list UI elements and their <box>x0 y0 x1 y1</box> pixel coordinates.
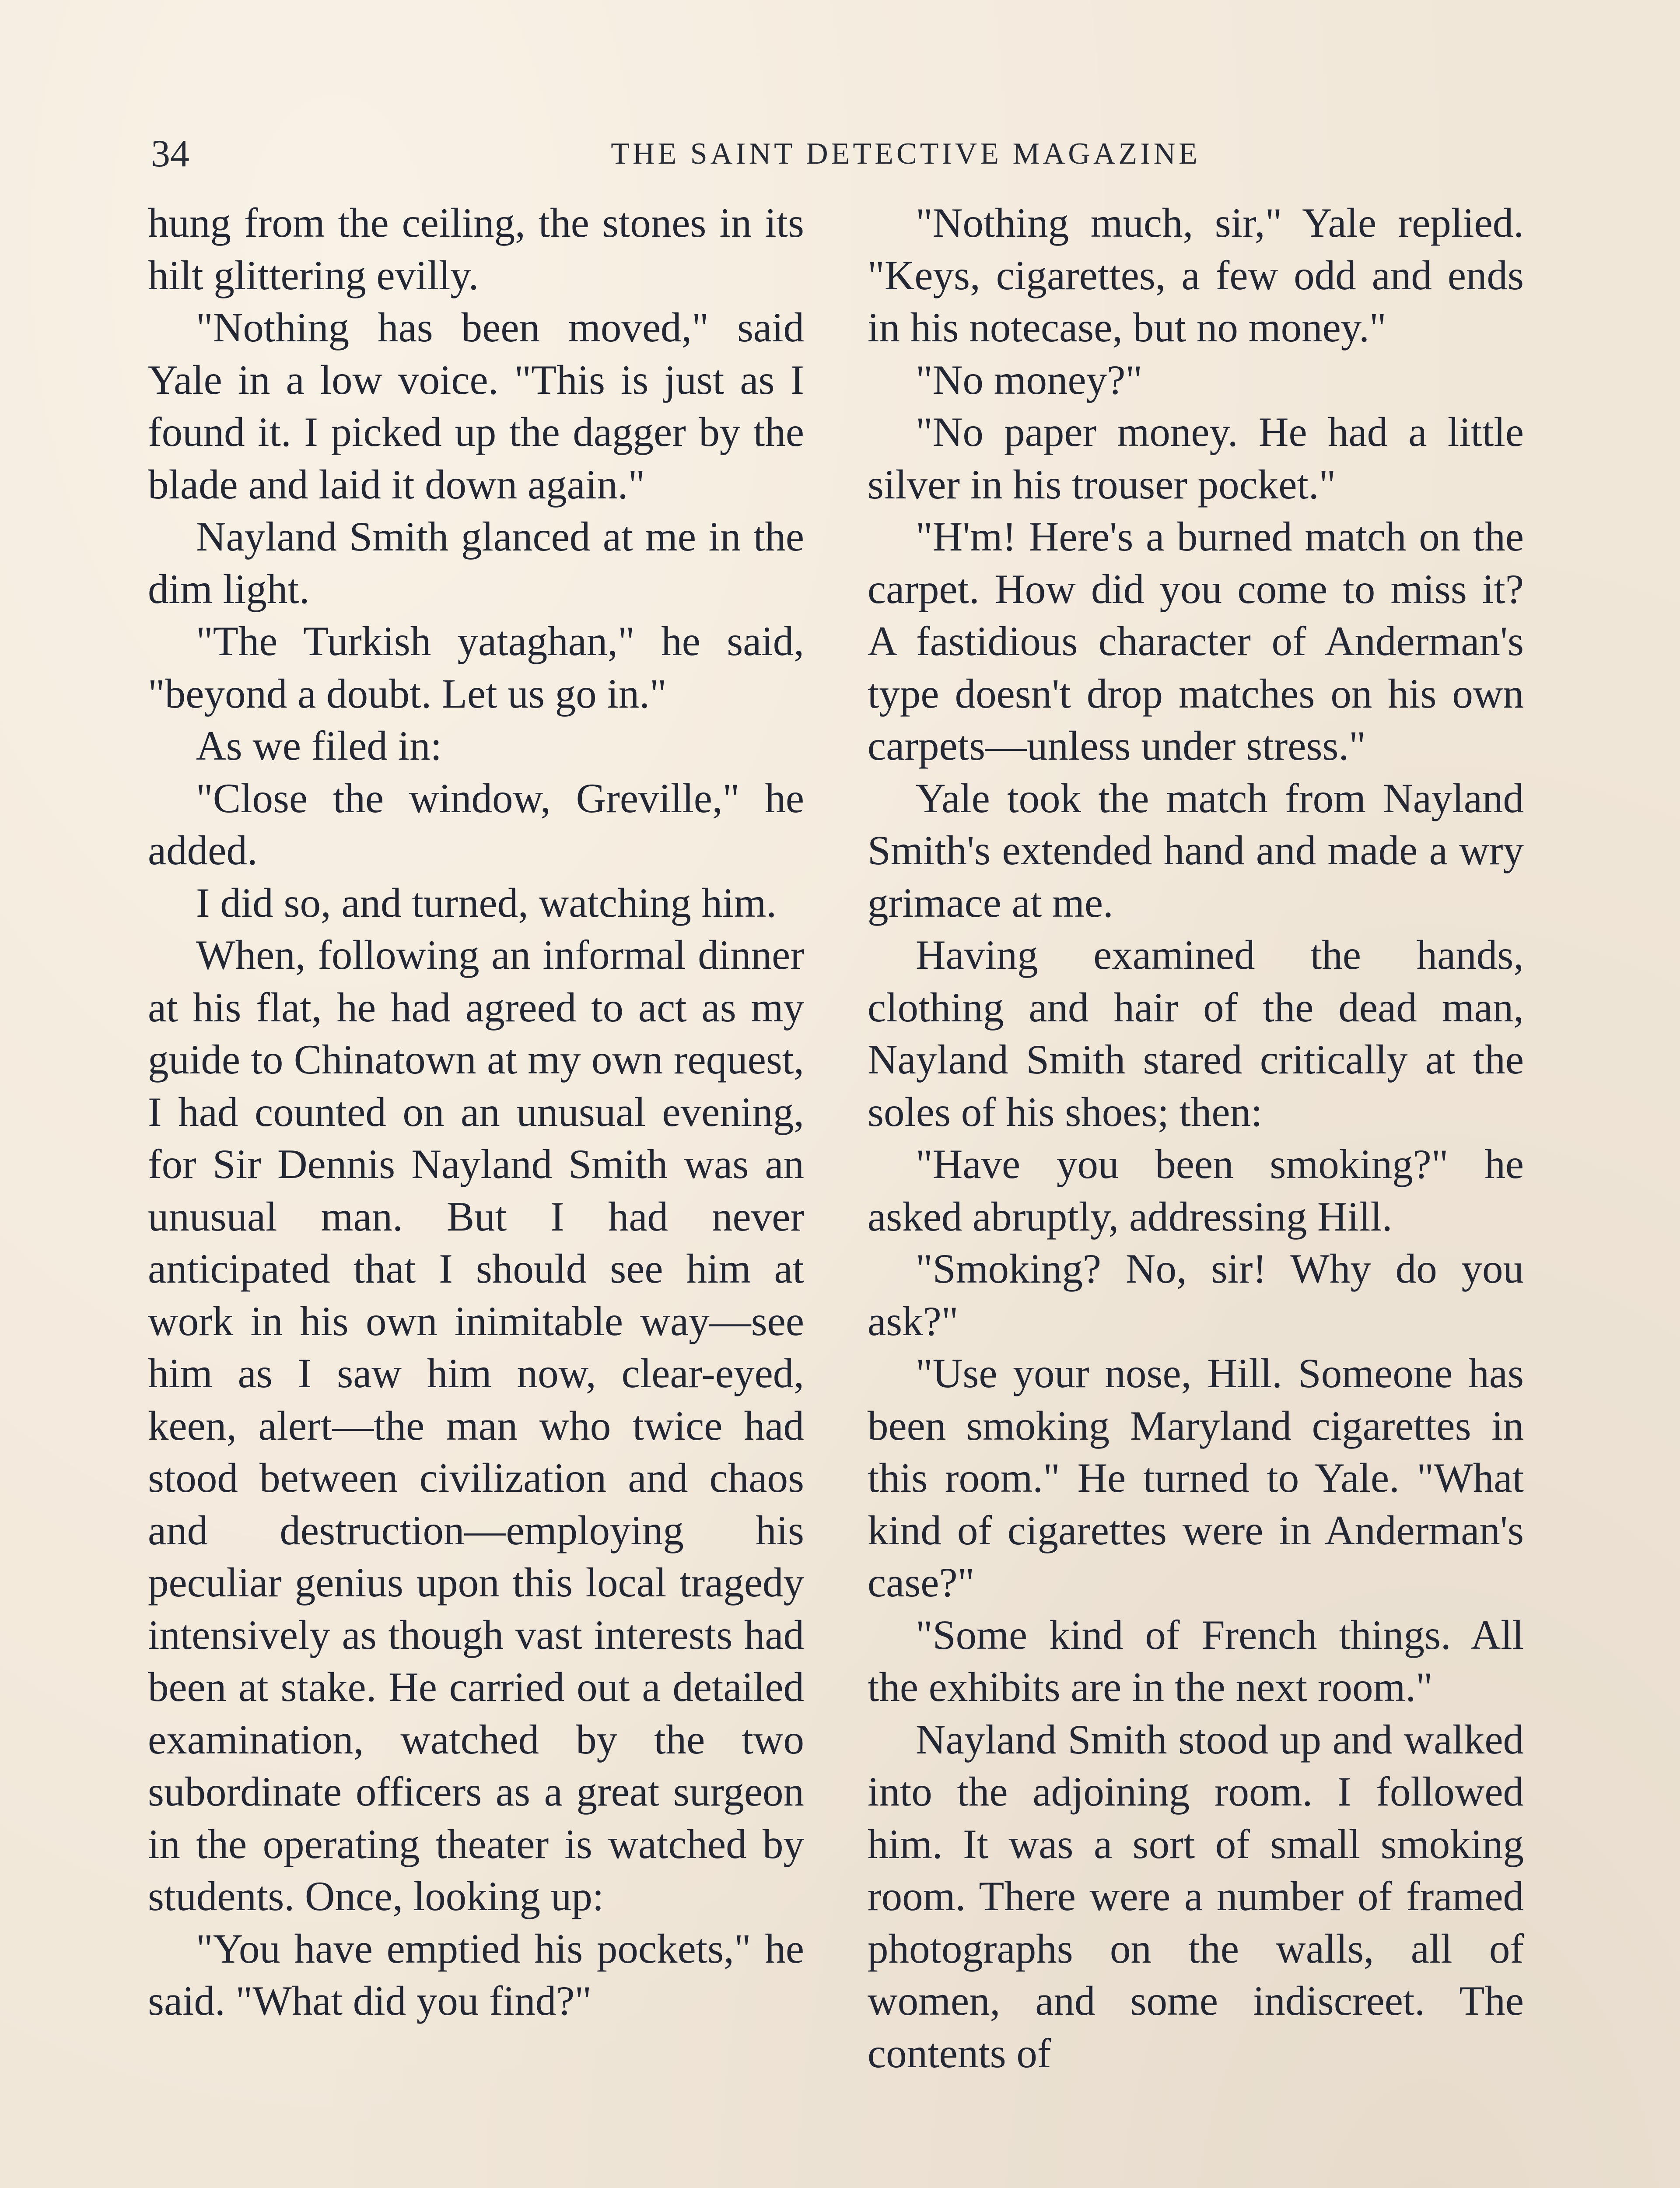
paragraph: Nayland Smith glanced at me in the dim light. <box>148 513 804 612</box>
text-columns <box>148 197 1530 2188</box>
paragraph: "No money?" <box>916 356 1143 403</box>
paragraph: hung from the ceiling, the stones in its hilt glittering evilly. <box>148 200 804 298</box>
page-header <box>151 128 1529 180</box>
paragraph: I did so, and turned, watching him. <box>196 879 777 926</box>
paragraph: "The Turkish yataghan," he said, "beyond a doubt. Let us go in." <box>148 618 804 717</box>
paragraph: "Smoking? No, sir! Why do you ask?" <box>868 1245 1524 1344</box>
running-head-title: THE SAINT DETECTIVE MAGAZINE <box>611 137 1200 171</box>
paragraph: When, following an informal dinner at his flat, he had agreed to act as my guide to Chinatown at my own request, I had counted on an unusual evening, for Sir Dennis Nayland Smith was an unusual man. But I had never anticipated that I should see him at work in his own inimitable way—see him as I saw him now, clear-eyed, keen, alert—the man who twice had stood between civilization and chaos and destruction—employing his peculiar genius upon this local tragedy intensively as though vast interests had been at stake. He carried out a detailed examination, watched by the two subordinate officers as a great surgeon in the operating theater is watched by students. Once, looking up: <box>148 932 804 1919</box>
paragraph: Having examined the hands, clothing and hair of the dead man, Nayland Smith stared critically at the soles of his shoes; then: <box>868 932 1524 1135</box>
paragraph: "No paper money. He had a little silver in his trouser pocket." <box>868 409 1524 508</box>
right-column <box>868 197 1524 2188</box>
paragraph: As we filed in: <box>196 722 442 769</box>
paragraph: Nayland Smith stood up and walked into the adjoining room. I followed him. It was a sort of small smoking room. There were a number of framed photographs on the walls, all of women, and some indiscreet. The contents of <box>868 1716 1524 2076</box>
paragraph: Yale took the match from Nayland Smith's extended hand and made a wry grimace at me. <box>868 775 1524 926</box>
left-column <box>148 197 804 2188</box>
paragraph: "Nothing much, sir," Yale replied. "Keys, cigarettes, a few odd and ends in his notecase, but no money." <box>868 200 1524 351</box>
paragraph: "Some kind of French things. All the exhibits are in the next room." <box>868 1611 1524 1710</box>
paragraph: "Have you been smoking?" he asked abruptly, addressing Hill. <box>868 1141 1524 1240</box>
page-number: 34 <box>151 133 189 175</box>
paragraph: "Close the window, Greville," he added. <box>148 775 804 873</box>
paragraph: "Nothing has been moved," said Yale in a low voice. "This is just as I found it. I picked up the dagger by the blade and laid it down again." <box>148 304 804 508</box>
paragraph: "H'm! Here's a burned match on the carpet. How did you come to miss it? A fastidious character of Anderman's type doesn't drop matches on his own carpets—unless under stress." <box>868 513 1524 769</box>
paragraph: "You have emptied his pockets," he said. "What did you find?" <box>148 1925 804 2024</box>
paragraph: "Use your nose, Hill. Someone has been smoking Maryland cigarettes in this room." He turned to Yale. "What kind of cigarettes were in Anderman's case?" <box>868 1350 1524 1606</box>
